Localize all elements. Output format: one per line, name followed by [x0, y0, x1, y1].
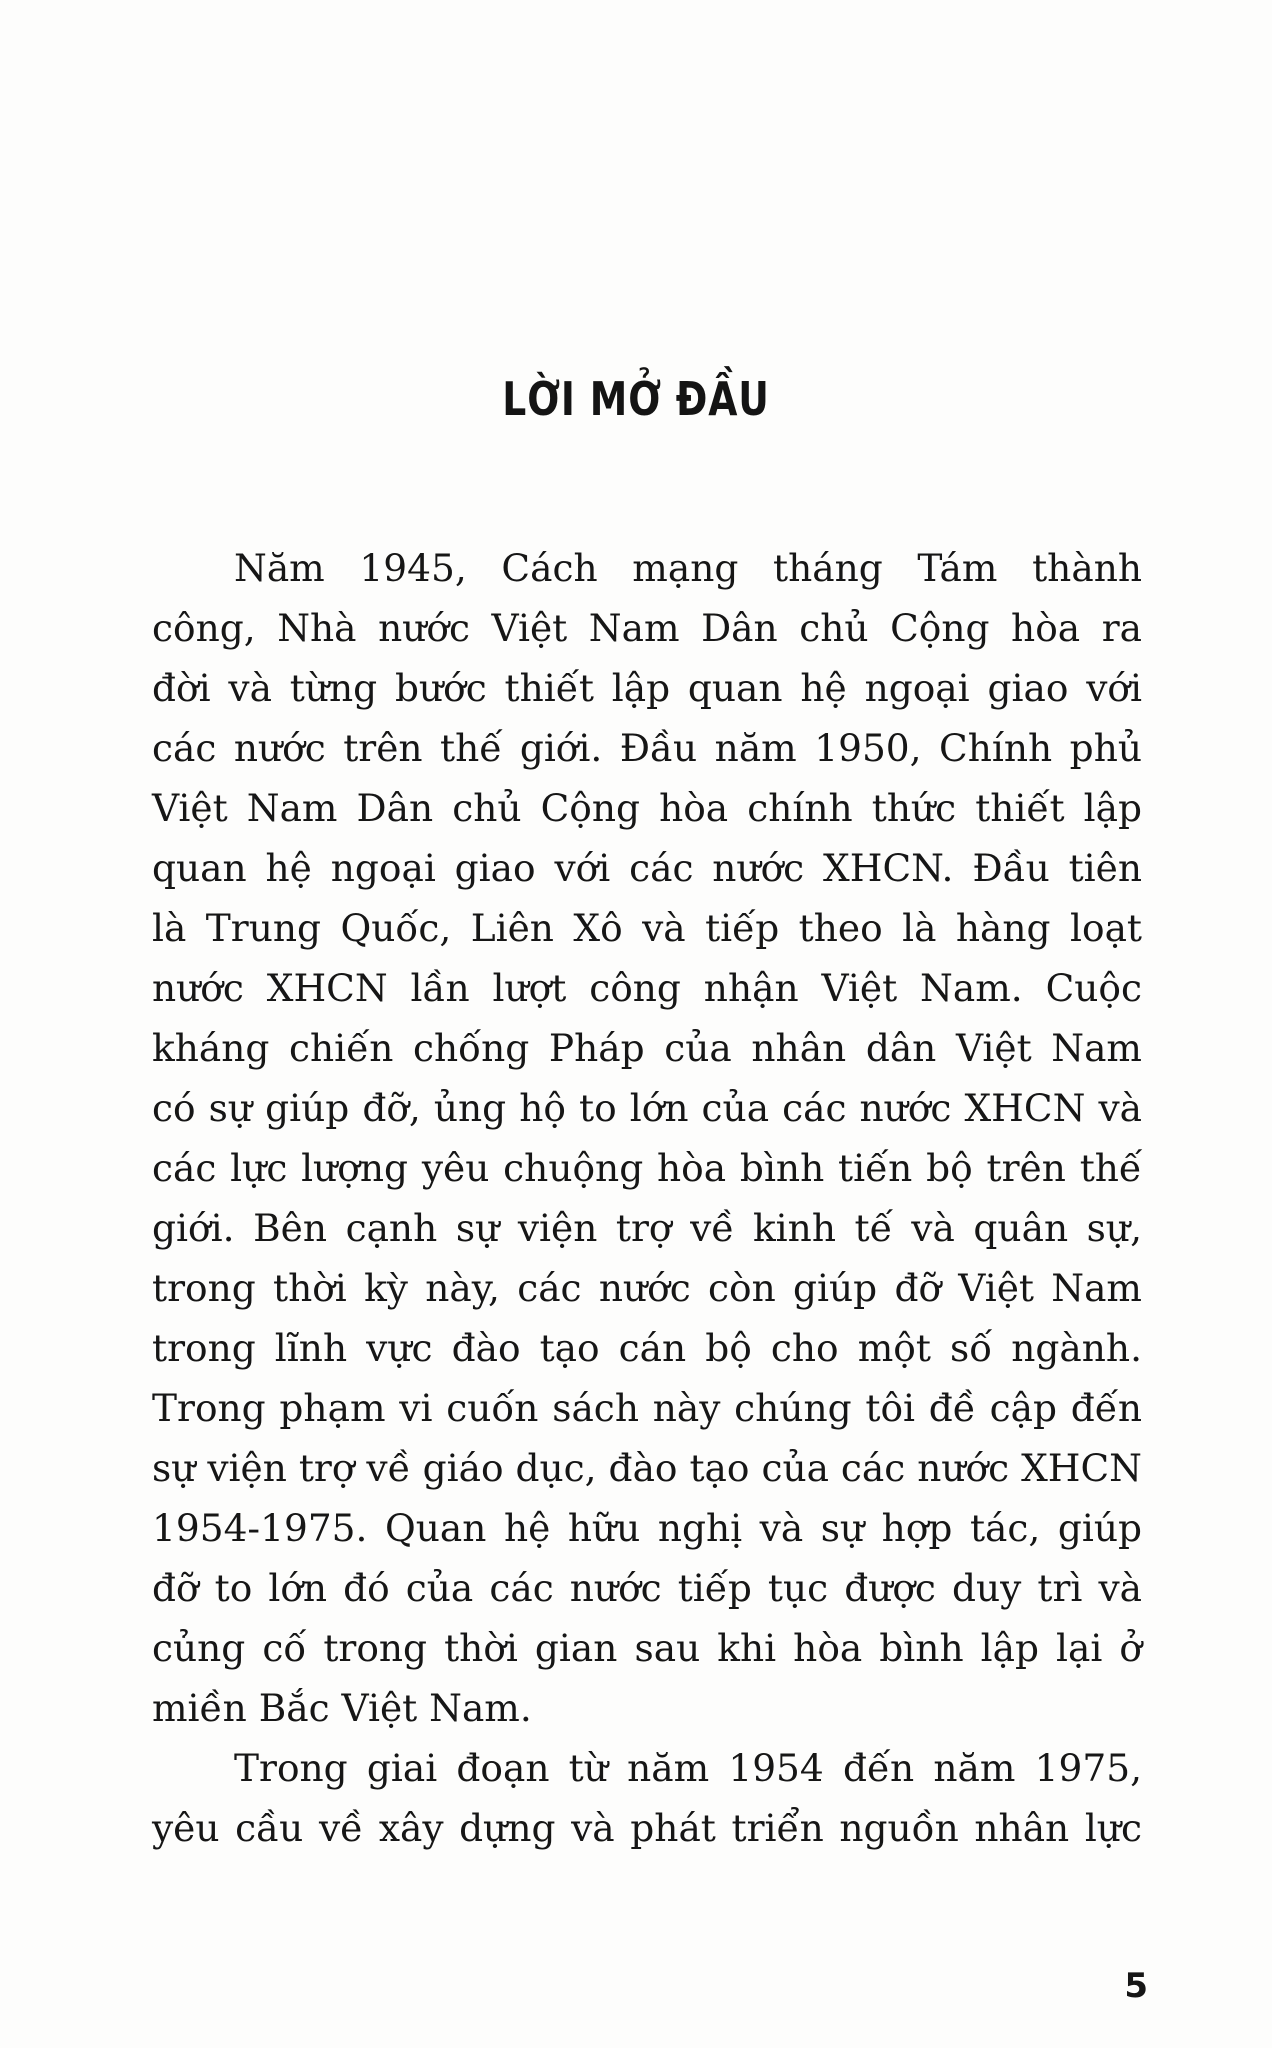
chapter-heading: LỜI MỞ ĐẦU — [502, 372, 770, 426]
paragraph — [152, 538, 1142, 1738]
text-line: kháng chiến chống Pháp của nhân dân Việt Nam — [152, 1026, 1142, 1070]
text-line: sự viện trợ về giáo dục, đào tạo của các nước XHCN — [152, 1446, 1142, 1490]
text-line: Năm 1945, Cách mạng tháng Tám thành — [234, 546, 1142, 590]
paragraph — [152, 1738, 1142, 1858]
text-line: có sự giúp đỡ, ủng hộ to lớn của các nước XHCN và — [152, 1086, 1142, 1130]
text-line: trong lĩnh vực đào tạo cán bộ cho một số ngành. — [152, 1326, 1142, 1370]
text-line: các lực lượng yêu chuộng hòa bình tiến bộ trên thế — [152, 1146, 1142, 1190]
text-line: đời và từng bước thiết lập quan hệ ngoại giao với — [152, 666, 1142, 710]
text-line: Việt Nam Dân chủ Cộng hòa chính thức thiết lập — [152, 786, 1142, 830]
text-line: công, Nhà nước Việt Nam Dân chủ Cộng hòa ra — [152, 606, 1142, 650]
text-line: giới. Bên cạnh sự viện trợ về kinh tế và quân sự, — [152, 1206, 1142, 1250]
text-line: Trong phạm vi cuốn sách này chúng tôi đề cập đến — [152, 1386, 1142, 1430]
text-line: củng cố trong thời gian sau khi hòa bình lập lại ở — [152, 1626, 1142, 1670]
text-line: quan hệ ngoại giao với các nước XHCN. Đầu tiên — [152, 846, 1142, 890]
text-line: 1954-1975. Quan hệ hữu nghị và sự hợp tác, giúp — [152, 1506, 1142, 1550]
text-line: các nước trên thế giới. Đầu năm 1950, Chính phủ — [152, 726, 1142, 770]
text-line: Trong giai đoạn từ năm 1954 đến năm 1975, — [234, 1746, 1142, 1790]
text-line: là Trung Quốc, Liên Xô và tiếp theo là hàng loạt — [152, 906, 1142, 950]
page-number: 5 — [1124, 1966, 1148, 2006]
body-text — [152, 538, 1142, 1858]
text-line: yêu cầu về xây dựng và phát triển nguồn nhân lực — [152, 1806, 1142, 1850]
text-line: đỡ to lớn đó của các nước tiếp tục được duy trì và — [152, 1566, 1142, 1610]
text-line: trong thời kỳ này, các nước còn giúp đỡ Việt Nam — [152, 1266, 1142, 1310]
text-line: nước XHCN lần lượt công nhận Việt Nam. Cuộc — [152, 966, 1142, 1010]
text-line: miền Bắc Việt Nam. — [152, 1686, 532, 1730]
